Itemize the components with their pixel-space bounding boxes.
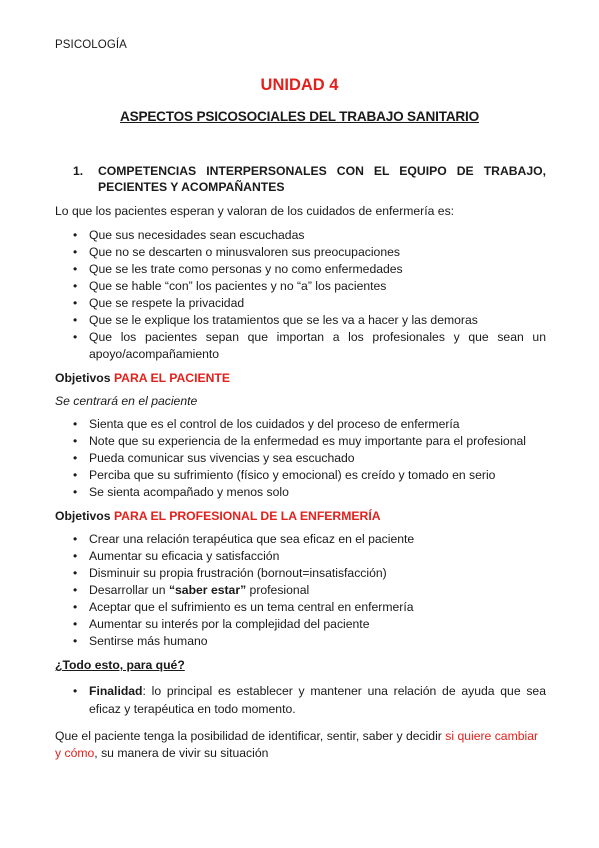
section-title: COMPETENCIAS INTERPERSONALES CON EL EQUIPO DE TRABAJO, PECIENTES Y ACOMPAÑANTES	[98, 164, 546, 194]
closing-highlight: si quiere cambiar y cómo	[55, 729, 539, 760]
list-item: • Perciba que su sufrimiento (físico y emocional) es creído y tomado en serio	[55, 467, 546, 484]
heading-prefix: Objetivos	[55, 371, 111, 385]
list-item: • Note que su experiencia de la enfermedad es muy importante para el profesional	[55, 433, 546, 450]
list-item: • Que sus necesidades sean escuchadas	[55, 227, 546, 244]
list-item: • Crear una relación terapéutica que sea eficaz en el paciente	[55, 531, 546, 548]
finalidad-item	[55, 682, 546, 718]
text-before: Que el paciente tenga la posibilidad de identificar, sentir, saber y decidir	[55, 729, 446, 743]
bold-term: “saber estar”	[168, 583, 247, 597]
list-item: • Que no se descarten o minusvaloren sus preocupaciones	[55, 244, 546, 261]
closing-paragraph	[55, 728, 546, 762]
list-item: • Que se le explique los tratamientos que se les va a hacer y las demoras	[55, 312, 546, 329]
list-item: • Que se respete la privacidad	[55, 295, 546, 312]
heading-prefix: Objetivos	[55, 509, 111, 523]
list-item: • Aumentar su eficacia y satisfacción	[55, 548, 546, 565]
question-heading: ¿Todo esto, para qué?	[55, 658, 185, 672]
intro-paragraph: Lo que los pacientes esperan y valoran de los cuidados de enfermería es:	[55, 204, 455, 218]
section-number: 1.	[73, 164, 84, 178]
heading-highlight: PARA EL PROFESIONAL DE LA ENFERMERÍA	[113, 509, 381, 523]
document-body	[55, 163, 546, 762]
list-item: • Sienta que es el control de los cuidados y del proceso de enfermería	[55, 416, 546, 433]
finalidad-label: Finalidad	[89, 684, 143, 698]
list-item: • Aumentar su interés por la complejidad del paciente	[55, 616, 546, 633]
text-after: profesional	[246, 583, 310, 597]
list-item-saber-estar	[55, 582, 546, 599]
unit-title: UNIDAD 4	[260, 76, 339, 94]
list-item: • Que los pacientes sepan que importan a los profesionales y que sean un apoyo/acompañamiento	[55, 329, 546, 363]
patient-objectives-subtitle: Se centrará en el paciente	[55, 394, 198, 408]
patient-objectives-heading	[55, 370, 546, 387]
list-item: • Disminuir su propia frustración (bornout=insatisfacción)	[55, 565, 546, 582]
list-item: • Que se les trate como personas y no como enfermedades	[55, 261, 546, 278]
text-after: , su manera de vivir su situación	[94, 746, 269, 760]
finalidad-list	[55, 682, 546, 718]
list-item: • Aceptar que el sufrimiento es un tema central en enfermería	[55, 599, 546, 616]
heading-highlight: PARA EL PACIENTE	[113, 371, 230, 385]
professional-objectives-list	[55, 531, 546, 650]
finalidad-text: : lo principal es establecer y mantener una relación de ayuda que sea eficaz y terapéutica en todo momento.	[89, 684, 546, 716]
list-item: • Que se hable “con” los pacientes y no “a” los pacientes	[55, 278, 546, 295]
list-item: • Se sienta acompañado y menos solo	[55, 484, 546, 501]
expectations-list	[55, 227, 546, 363]
patient-objectives-list	[55, 416, 546, 501]
list-item: • Pueda comunicar sus vivencias y sea escuchado	[55, 450, 546, 467]
text-before: Desarrollar un	[89, 583, 169, 597]
page-header: PSICOLOGÍA	[55, 39, 127, 51]
professional-objectives-heading	[55, 508, 546, 525]
main-title: ASPECTOS PSICOSOCIALES DEL TRABAJO SANITARIO	[119, 109, 480, 124]
section-heading	[55, 163, 546, 195]
list-item: • Sentirse más humano	[55, 633, 546, 650]
